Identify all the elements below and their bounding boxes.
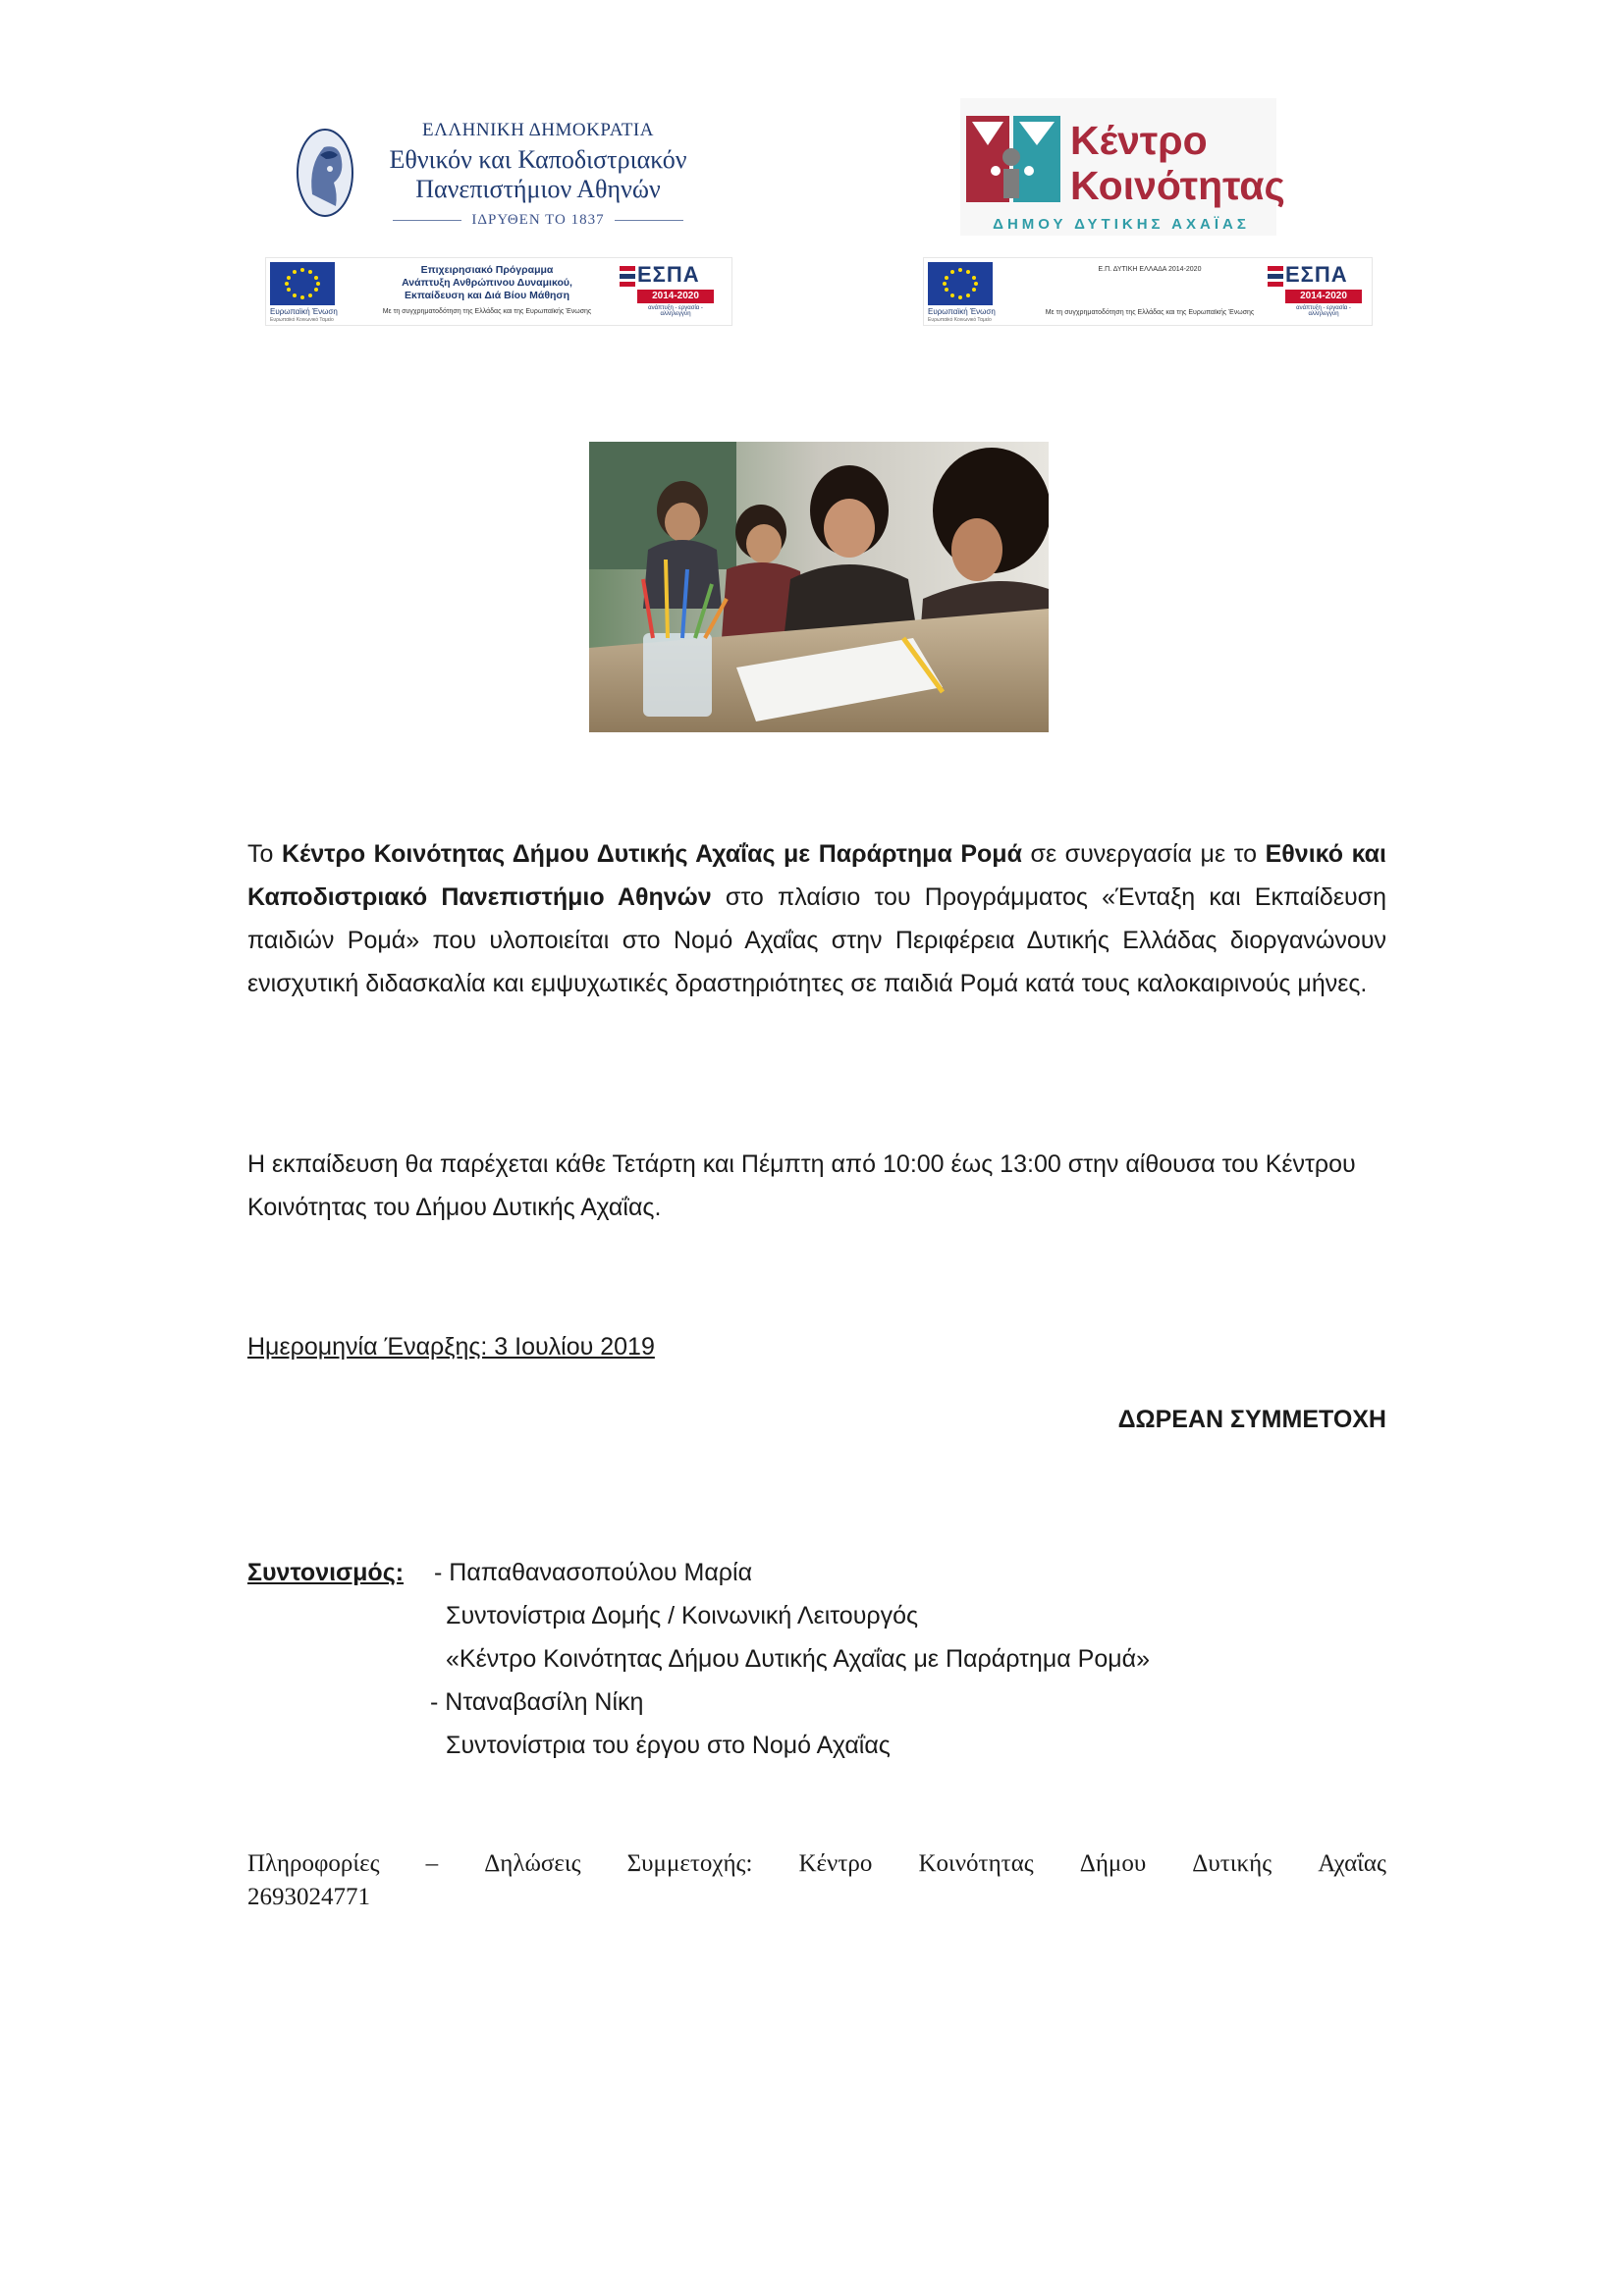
intro-text-3: στο πλαίσιο του Προγράμματος «Ένταξη και Εκπαίδευση παιδιών Ρομά» που υλοποιείται στο Νομό Αχαΐας στην Περιφέρεια Δυτικής Ελλάδας διοργανώνουν ενισχυτική διδασκαλία και εμψυχωτικές δραστηριότητες σε παιδιά Ρομά κατά τους καλοκαιρινούς μήνες. [247,883,1386,997]
info-word: Δηλώσεις [484,1850,581,1877]
cofinance-note: Με τη συγχρηματοδότηση της Ελλάδας και της Ευρωπαϊκής Ένωσης [382,308,592,315]
info-word: – [425,1850,439,1877]
espa-slogan: ανάπτυξη - εργασία - αλληλεγγύη [1296,305,1351,317]
espa-slogan: ανάπτυξη - εργασία - αλληλεγγύη [648,305,703,317]
coordination-block [247,1551,1386,1767]
espa-name: ΕΣΠΑ [1285,262,1348,287]
coordination-label: Συντονισμός: [247,1559,405,1586]
university-logo [295,116,717,243]
program-small: Ε.Π. ΔΥΤΙΚΗ ΕΛΛΑΔΑ 2014-2020 [1098,266,1202,273]
community-center-logo [960,98,1285,236]
intro-text-2: σε συνεργασία με το [1021,840,1266,868]
intro-bold-community-center: Κέντρο Κοινότητας Δήμου Δυτικής Αχαΐας με Παράρτημα Ρομά [281,840,1022,868]
community-people-icon [966,116,1064,204]
info-word: Κέντρο [798,1850,873,1877]
schedule-paragraph: Η εκπαίδευση θα παρέχεται κάθε Τετάρτη και Πέμπτη από 10:00 έως 13:00 στην αίθουσα του Κέντρου Κοινότητας του Δήμου Δυτικής Αχαΐας. [247,1150,1356,1221]
cofinance-note: Με τη συγχρηματοδότηση της Ελλάδας και της Ευρωπαϊκής Ένωσης [1045,309,1255,316]
start-date: Ημερομηνία Έναρξης: 3 Ιουλίου 2019 [247,1333,655,1361]
info-word: Κοινότητας [918,1850,1034,1877]
intro-text-1: Το [247,840,282,868]
university-name-line2: Πανεπιστήμιον Αθηνών [415,175,661,203]
classroom-photo [589,442,1049,732]
program-line3: Εκπαίδευση και Διά Βίου Μάθηση [404,290,570,301]
espa-stripes-icon [620,266,635,288]
info-word: Δυτικής [1192,1850,1272,1877]
free-participation: ΔΩΡΕΑΝ ΣΥΜΜΕΤΟΧΗ [1117,1406,1386,1433]
coordinator-1-name: - Παπαθανασοπούλου Μαρία [434,1559,753,1586]
espa-years: 2014-2020 [1285,290,1362,303]
info-word: Δήμου [1079,1850,1147,1877]
coordinator-2-name: - Νταναβασίλη Νίκη [430,1688,644,1716]
intro-bold-university: Εθνικό και Καποδιστριακό Πανεπιστήμιο Αθηνών [247,840,1386,911]
funding-banner-left [265,257,732,326]
program-line1: Επιχειρησιακό Πρόγραμμα [420,264,554,276]
coordinator-2-role: Συντονίστρια του έργου στο Νομό Αχαΐας [446,1732,891,1759]
community-center-name-line2: Κοινότητας [1070,163,1285,208]
espa-logo [1268,262,1366,317]
espa-logo [620,262,718,317]
athena-seal-icon [295,126,355,220]
community-center-name-line1: Κέντρο [1070,118,1208,163]
coordinator-1-role: Συντονίστρια Δομής / Κοινωνική Λειτουργός [446,1602,919,1629]
info-word: Πληροφορίες [247,1850,380,1877]
eu-subcaption: Ευρωπαϊκό Κοινωνικό Ταμείο [270,317,334,323]
funding-banner-right [923,257,1373,326]
eu-caption: Ευρωπαϊκή Ένωση [928,307,996,316]
espa-stripes-icon [1268,266,1283,288]
eu-flag-icon [270,262,335,305]
espa-years: 2014-2020 [637,290,714,303]
info-word: Αχαΐας [1318,1850,1386,1877]
espa-name: ΕΣΠΑ [637,262,700,287]
university-name-line1: Εθνικόν και Καποδιστριακόν [389,145,687,174]
program-line2: Ανάπτυξη Ανθρώπινου Δυναμικού, [402,277,572,289]
eu-subcaption: Ευρωπαϊκό Κοινωνικό Ταμείο [928,317,992,323]
university-founded: ΙΔΡΥΘΕΝ ΤΟ 1837 [471,212,605,228]
intro-paragraph [247,832,1386,1005]
coordinator-1-organization: «Κέντρο Κοινότητας Δήμου Δυτικής Αχαΐας με Παράρτημα Ρομά» [446,1645,1150,1673]
community-center-subtitle: ΔΗΜΟΥ ΔΥΤΙΚΗΣ ΑΧΑΪΑΣ [993,216,1250,233]
university-country: ΕΛΛΗΝΙΚΗ ΔΗΜΟΚΡΑΤΙΑ [422,120,654,140]
info-word: Συμμετοχής: [626,1850,753,1877]
info-line [247,1847,1386,1881]
eu-caption: Ευρωπαϊκή Ένωση [270,307,338,316]
info-phone: 2693024771 [247,1884,370,1910]
eu-flag-icon [928,262,993,305]
info-block [247,1847,1386,1914]
